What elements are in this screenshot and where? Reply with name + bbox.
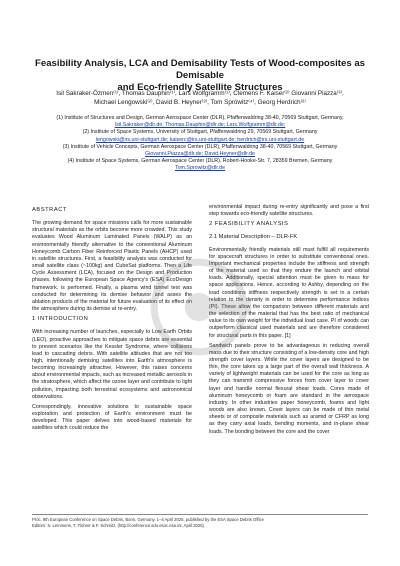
affiliation-1-email[interactable]: Isil.Sakraker@dlr.de; Thomas.Dauphin@dlr.de; Lars.Wolfgramm@dlr.de; — [114, 122, 286, 129]
abstract-heading: ABSTRACT — [32, 207, 67, 213]
page-footer — [32, 517, 368, 529]
footer-rule — [32, 514, 368, 515]
authors-line-2: Michael Lengowski⁽²⁾, David B. Heyner⁽³⁾, Tom Sprówitz⁽⁴⁾, Georg Herdrich⁽²⁾ — [94, 98, 306, 106]
continued-paragraph: environmental impact during re-entry significantly and pose a first step towards eco-friendly satellite structures. — [209, 204, 369, 218]
material-paragraph-1: Environmentally friendly materials still must fulfill all requirements for spacecraft structures in order to substitute conventional ones. Important mechanical properties include the stiffness and strength of the material used so that they endure the launch and orbital loads. Additionally, special attention must be given to mass for space applications. Hence, according to Ashby, depending on the load conditions stiffness respectively strength is set in a certain relation to the density in order to determine performance indices (PI). These allow the comparison between different materials and the selection of the material that has the best ratio of mechanical value to its own weight for the individual load case. PI of woods can outperform classical used materials and are therefore considered for structural parts in this paper. [1] — [209, 246, 369, 339]
affiliation-4-email[interactable]: Tom.Sprowitz@dlr.de — [174, 165, 226, 172]
material-paragraph-2: Sandwich panels prove to be advantageous in reducing overall mass due to their structure consisting of a low-density core and high strength cover layers. While the cover layers are designed to be thin, the core takes up a large part of the overall wall thickness. A variety of lightweight materials can be used for the core as long as they can transmit compressive forces from cover layer to cover layer and handle normal flexural shear loads. Cores made of aluminum honeycomb or foam are standard in the aerospace industry. In other industries paper honeycomb, foams and light woods are also known. Cover layers can be made of thin metal sheets or of composite materials such as aramid or CFRP as long as they carry axial loads, bending moments, and in-plane shear loads. The bonding between the core and the cover — [209, 342, 369, 435]
authors-line-1: Isil Sakraker-Özmen⁽¹⁾, Thomas Dauphin⁽¹⁾, Lars Wolfgramm⁽¹⁾, Clemens F. Kaiser⁽²⁾ Giovanni Piazza⁽³⁾, — [56, 90, 344, 97]
introduction-paragraph-2: Correspondingly, innovative solutions to sustainable space exploration and protection of Earth's environment must be developed. This paper delves into wood-based materials for satellites which could reduce the — [32, 403, 192, 432]
abstract-text: The growing demand for space missions calls for more sustainable structural materials as the orbits become more crowded. This study evaluates Wood Aluminum Laminated Panels (WALP) as an environmentally friendly alternative to the conventional Aluminum Honeycomb Carbon Fiber Reinforced Plastic Panels (AHCP) used in satellite structures. First, a feasibility analysis was conducted for small satellite class (~100kg) and CubeSat platforms. Then a Life Cycle Assessment (LCA), focused on the Design and Production phases, following the European Space Agency's (ESA) EcoDesign framework, is performed. Finally, a plasma wind tunnel test was conducted for determining its demise behavior and asses the ablation products of the material for future evaluation of its effect on the atmosphere during its demise at re-entry. — [32, 220, 192, 313]
introduction-heading: 1 INTRODUCTION — [32, 316, 89, 323]
paper-title — [30, 58, 370, 94]
footer-editors: Editors: S. Lemmens, T. Flohrer & F. Schmitz, (http://conference.sdo.esoc.esa.int, April 2025) — [32, 523, 204, 528]
affiliation-4: (4) Institute of Space Systems, German Aerospace Center (DLR), Robert-Hooke-Str. 7, 28359 Bremen, Germany — [67, 158, 333, 165]
affiliation-3: (3) Institute of Vehicle Concepts, German Aerospace Center (DLR), Pfaffenwaldring 38-40, 70569 Stuttgart, Germany — [62, 143, 338, 150]
affiliation-1: (1) Institute of Structures and Design, German Aerospace Center (DLR), Pfaffenwaldring 38-40, 70569 Stuttgart, Germany, — [56, 115, 344, 121]
introduction-paragraph-1: With increasing number of launches, especially to Low Earth Orbits (LEO), proactive approaches to mitigate space debris are essential to prevent scenarios like the Kessler Syndrome, where collisions lead to cascading debris. With satellite altitudes that are not too high, intentionally demising satellites into Earth's atmosphere is becoming increasingly attractive. However, this raises concerns about environmental impacts, such as increased metallic aerosols in the stratosphere, which affect the ozone layer and contribute to light pollution, impacting both terrestrial ecosystems and astronomical observations. — [32, 329, 192, 400]
affiliation-2: (2) Institute of Space Systems, University of Stuttgart, Pfaffenwaldring 29, 70569 Stuttgart, Germany — [82, 129, 318, 136]
title-line-1: Feasibility Analysis, LCA and Demisability Tests of Wood-composites as Demisable — [35, 58, 365, 81]
affiliation-2-email[interactable]: lengowski@irs.uni-stuttgart.de; kaiserc@irs.uni-stuttgart.de; herdrich@irs.uni-stuttgart.de — [95, 136, 305, 143]
right-column — [209, 204, 369, 439]
title-line-2: and Eco-friendly Satellite Structures — [117, 82, 283, 93]
footer-proceedings: Proc. 9th European Conference on Space Debris, Bonn, Germany, 1–4 April 2025, published by the ESA Space Debris Office — [32, 517, 264, 522]
author-list — [30, 90, 370, 108]
left-column — [32, 204, 192, 436]
feasibility-heading: 2 FEASIBILITY ANALYSIS — [209, 221, 289, 228]
affiliation-3-email[interactable]: Giovanni.Piazza@dlr.de; David.Heyner@dlr.de — [145, 151, 255, 158]
affiliations — [30, 115, 370, 173]
material-description-heading: 2.1 Material Description – DLR-FK — [209, 234, 298, 241]
